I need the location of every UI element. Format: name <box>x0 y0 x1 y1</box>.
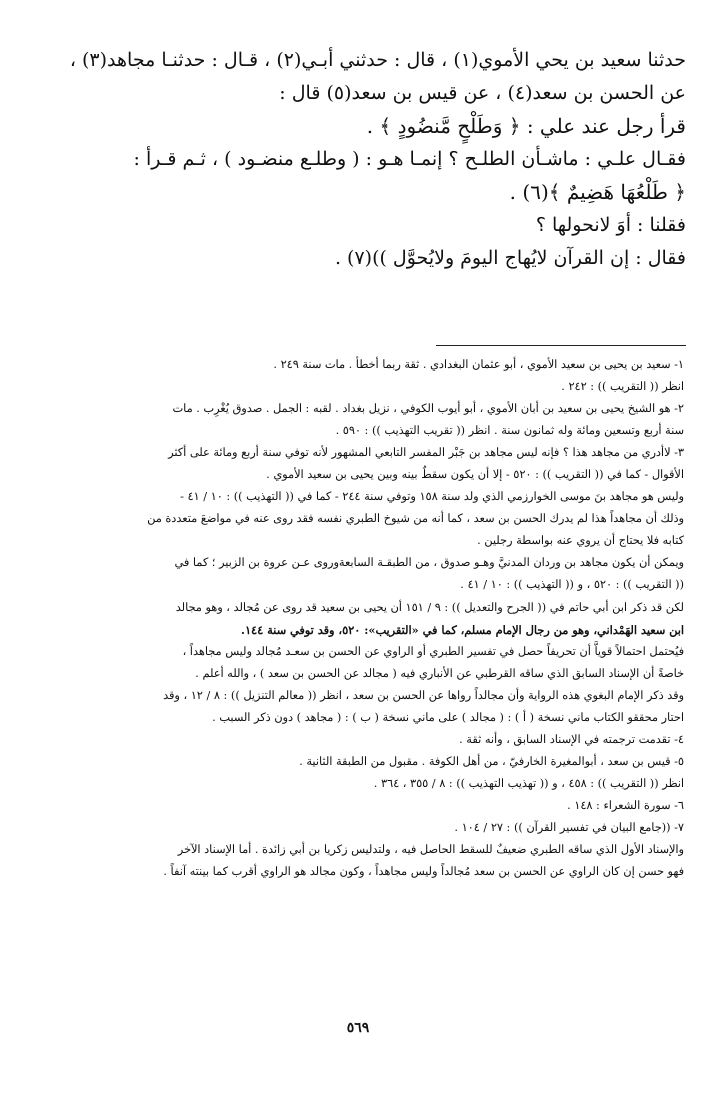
footnote-divider <box>436 345 686 346</box>
footnote-line: الأقوال - كما في (( التقريب )) : ٥٢٠ - إلا أن يكون سقطٌ بينه وبين يحيى بن سعيد الأموي . <box>266 468 684 482</box>
footnote-line: احتار محققو الكتاب ماني نسخة ( أ ) : ( مجالد ) على ماني نسخة ( ب ) : ( مجاهد ) دون ذكر السبب . <box>212 710 684 724</box>
footnote-line: ١- سعيد بن يحيى بن سعيد الأموي ، أبو عثمان البغدادي . ثقة ربما أخطأ . مات سنة ٢٤٩ . <box>273 358 684 371</box>
footnote-line: والإسناد الأول الذي ساقه الطبري ضعيفٌ للسقط الحاصل فيه ، ولتدليس زكريا بن أبي زائدة . أما الإسناد الآخر <box>177 843 684 857</box>
main-text <box>26 44 686 275</box>
footnote-line: انظر (( التقريب )) : ٢٤٢ . <box>561 380 684 394</box>
footnote-line: ويمكن أن يكون مجاهد بن وردان المدنيَّ وهـو صدوق ، من الطبقـة السابعةوروى عـن عروة بن الزبير ؛ كما في <box>174 556 684 570</box>
footnote-line: وليس هو مجاهد بنَ موسى الخوارزمي الذي ولد سنة ١٥٨ وتوفي سنة ٢٤٤ - كما في (( التهذيب )) : ١٠ / ٤١ - <box>180 490 684 504</box>
main-line: فقـال علـي : ماشـأن الطلـح ؟ إنمـا هـو : ( وطلـع منضـود ) ، ثـم قـرأ : <box>133 148 686 170</box>
footnote-line: سنة أربع وتسعين ومائة وله ثمانون سنة . انظر (( تقريب التهذيب )) : ٥٩٠ . <box>335 424 684 438</box>
main-line: فقال : إن القرآن لايُهاج اليومَ ولايُحوَّل ))(٧) . <box>334 247 686 269</box>
footnote-line: وقد ذكر الإمام البغوي هذه الرواية وأن مجالداً رواها عن الحسن بن سعد ، انظر (( معالم التنزيل )) : ٨ / ١٢ ، وقد <box>163 688 684 702</box>
footnote-line: ٣- لاأدري من مجاهد هذا ؟ فإنه ليس مجاهد بن جَبْر المفسر التابعي المشهور لأنه توفي سنة أربع ومائة على أكثر <box>168 446 684 460</box>
footnote-line: لكن قد ذكر ابن أبي حاتم في (( الجرح والتعديل )) : ٩ / ١٥١ أن يحيى بن سعيد قد روى عن مُجالد ، وهو مجالد <box>175 600 684 614</box>
footnote-line: وذلك أن مجاهداً هذا لم يدرك الحسن بن سعد ، كما أنه من شيوخ الطبري نفسه فقد روى عنه في مواضعَ متعددة من <box>147 512 684 526</box>
footnote-line: كتابه فلا يحتاج أن يروي عنه بواسطة رجلين . <box>477 534 684 548</box>
main-line: حدثنا سعيد بن يحي الأموي(١) ، قال : حدثني أبـي(٢) ، قـال : حدثنـا مجاهد(٣) ، <box>69 49 686 71</box>
footnote-line: ٤- تقدمت ترجمته في الإسناد السابق ، وأنه ثقة . <box>459 732 684 746</box>
footnote-line: ٦- سورة الشعراء : ١٤٨ . <box>567 798 684 812</box>
footnote-line-bold: ابن سعيد الهَمْداني، وهو من رجال الإمام مسلم، كما في «التقريب»: ٥٢٠، وقد توفي سنة ١٤٤. <box>241 622 684 637</box>
main-line-quran-verse: قرأ رجل عند علي : ﴿ وَطَلْحٍ مَّنضُودٍ ﴾ . <box>366 114 686 138</box>
footnote-line: ٧- ((جامع البيان في تفسير القرآن )) : ٢٧ / ١٠٤ . <box>454 820 684 834</box>
footnote-line: (( التقريب )) : ٥٢٠ ، و (( التهذيب )) : ١٠ / ٤١ . <box>460 578 684 592</box>
main-line: عن الحسن بن سعد(٤) ، عن قيس بن سعد(٥) قال : <box>279 82 686 104</box>
page-number: ٥٦٩ <box>346 1020 370 1036</box>
footnotes <box>22 354 684 883</box>
footnote-line: ٢- هو الشيخ يحيى بن سعيد بن أبان الأموي ، أبو أيوب الكوفي ، نزيل بغداد . لقبه : الجمل . صدوق يُغْرِب . مات <box>172 402 684 416</box>
footnote-line: فهو حسن إن كان الراوي عن الحسن بن سعد مُجالداً وليس مجاهداً ، وكون مجالد هو الراوي أقرب كما بينته آنفاً . <box>163 865 684 879</box>
footnote-line: فيُحتمل احتمالاً قوياًّ أن تحريفاً حصل في تفسير الطبري أو الراوي عن الحسن بن سعـد مُجالد وليس مجاهداً ، <box>182 644 684 658</box>
footnote-line: ٥- قيس بن سعد ، أبوالمغيرة الخارفيّ ، من أهل الكوفة . مقبول من الطبقة الثانية . <box>299 754 684 768</box>
footnote-line: انظر (( التقريب )) : ٤٥٨ ، و (( تهذيب التهذيب )) : ٨ / ٣٥٥ ، ٣٦٤ . <box>373 776 684 790</box>
footnote-line: خاصةً أن الإسناد السابق الذي ساقه القرطبي عن الأنباري فيه ( مجالد عن الحسن بن سعد ) ، والله أعلم . <box>195 666 684 680</box>
main-line: فقلنا : أوَ لانحولها ؟ <box>535 214 686 236</box>
main-line-quran-verse: ﴿ طَلْعُهَا هَضِيمٌ ﴾(٦) . <box>509 180 686 204</box>
